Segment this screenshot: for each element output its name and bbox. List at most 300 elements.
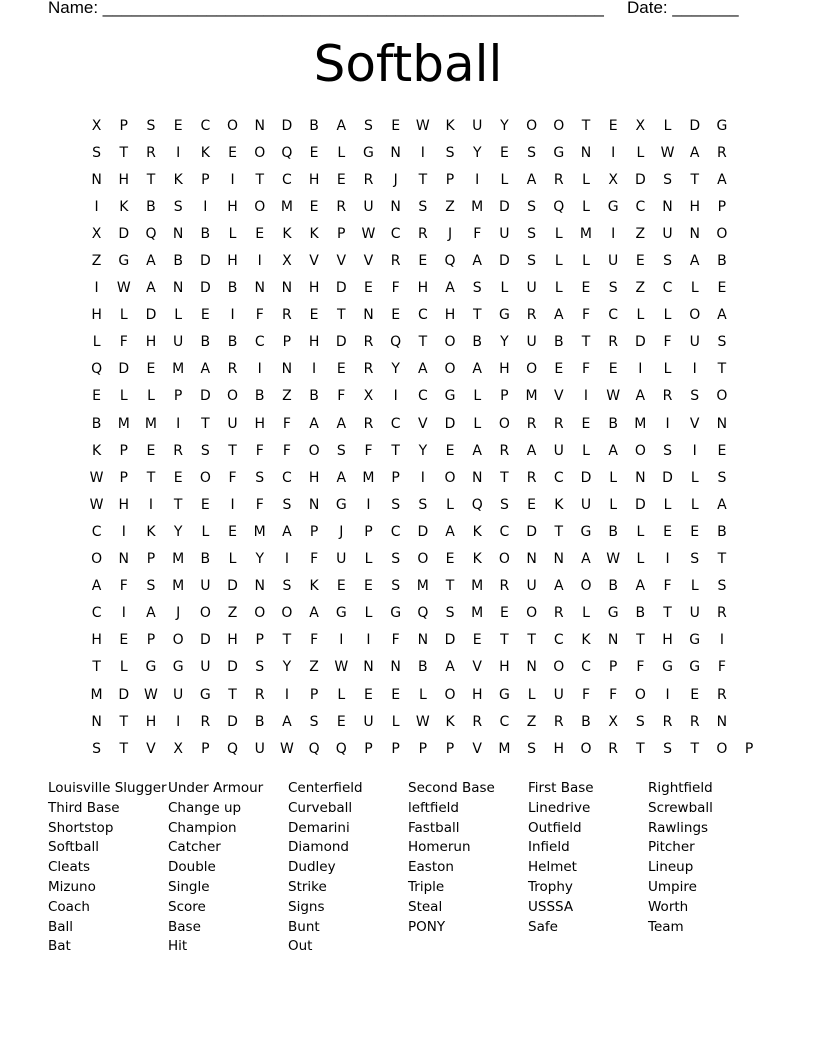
grid-cell[interactable]: S: [635, 713, 645, 730]
grid-cell[interactable]: S: [445, 144, 455, 161]
grid-cell[interactable]: O: [227, 388, 239, 405]
grid-cell[interactable]: P: [255, 632, 264, 649]
grid-cell[interactable]: X: [91, 225, 102, 242]
grid-cell[interactable]: E: [717, 280, 727, 297]
grid-cell[interactable]: A: [146, 605, 156, 622]
grid-cell[interactable]: O: [498, 551, 510, 568]
grid-cell[interactable]: B: [227, 280, 238, 297]
grid-cell[interactable]: U: [553, 442, 564, 459]
grid-cell[interactable]: U: [363, 198, 374, 215]
grid-cell[interactable]: Z: [445, 198, 455, 215]
grid-cell[interactable]: O: [716, 388, 728, 405]
grid-cell[interactable]: I: [176, 415, 181, 432]
grid-cell[interactable]: D: [227, 578, 238, 595]
grid-cell[interactable]: N: [607, 632, 619, 649]
grid-cell[interactable]: O: [526, 361, 538, 378]
grid-cell[interactable]: O: [444, 686, 456, 703]
grid-cell[interactable]: T: [418, 171, 428, 188]
grid-cell[interactable]: Q: [145, 225, 157, 242]
grid-cell[interactable]: D: [499, 198, 510, 215]
grid-cell[interactable]: O: [254, 144, 266, 161]
grid-cell[interactable]: R: [417, 225, 428, 242]
grid-cell[interactable]: L: [582, 442, 590, 459]
grid-cell[interactable]: P: [717, 198, 727, 215]
grid-cell[interactable]: U: [227, 415, 238, 432]
grid-cell[interactable]: G: [335, 496, 347, 513]
grid-cell[interactable]: D: [118, 361, 130, 378]
grid-cell[interactable]: O: [227, 117, 239, 134]
grid-cell[interactable]: S: [717, 578, 727, 595]
grid-cell[interactable]: R: [608, 740, 619, 757]
grid-cell[interactable]: L: [418, 686, 427, 703]
grid-cell[interactable]: I: [420, 144, 425, 161]
grid-cell[interactable]: S: [391, 496, 401, 513]
grid-cell[interactable]: P: [309, 686, 319, 703]
grid-cell[interactable]: D: [227, 659, 238, 676]
grid-cell[interactable]: T: [554, 523, 564, 540]
grid-cell[interactable]: S: [527, 198, 537, 215]
grid-cell[interactable]: U: [254, 740, 265, 757]
grid-cell[interactable]: N: [390, 144, 401, 161]
grid-cell[interactable]: G: [607, 198, 619, 215]
grid-cell[interactable]: H: [118, 496, 130, 513]
grid-cell[interactable]: K: [445, 713, 455, 730]
grid-cell[interactable]: R: [526, 469, 537, 486]
grid-cell[interactable]: F: [581, 307, 590, 324]
grid-cell[interactable]: T: [500, 632, 509, 649]
grid-cell[interactable]: F: [609, 686, 618, 703]
grid-cell[interactable]: T: [636, 632, 645, 649]
grid-cell[interactable]: S: [255, 659, 265, 676]
grid-cell[interactable]: E: [309, 307, 319, 324]
grid-cell[interactable]: R: [717, 605, 727, 622]
grid-cell[interactable]: D: [634, 496, 646, 513]
grid-cell[interactable]: I: [366, 496, 371, 513]
grid-cell[interactable]: D: [281, 117, 293, 134]
grid-cell[interactable]: C: [608, 307, 619, 324]
grid-cell[interactable]: S: [663, 253, 672, 270]
grid-cell[interactable]: L: [636, 144, 645, 161]
grid-cell[interactable]: V: [309, 253, 319, 270]
grid-cell[interactable]: G: [145, 659, 157, 676]
grid-cell[interactable]: U: [689, 334, 700, 351]
grid-cell[interactable]: U: [580, 496, 592, 513]
grid-cell[interactable]: H: [689, 198, 700, 215]
grid-cell[interactable]: O: [580, 578, 592, 595]
grid-cell[interactable]: E: [336, 713, 346, 730]
grid-cell[interactable]: K: [472, 551, 482, 568]
grid-cell[interactable]: N: [281, 280, 293, 297]
grid-cell[interactable]: A: [309, 415, 319, 432]
grid-cell[interactable]: F: [255, 307, 264, 324]
grid-cell[interactable]: N: [254, 280, 265, 297]
grid-cell[interactable]: E: [119, 632, 129, 649]
grid-cell[interactable]: A: [309, 605, 319, 622]
grid-cell[interactable]: L: [582, 253, 590, 270]
grid-cell[interactable]: S: [173, 198, 183, 215]
grid-cell[interactable]: E: [364, 578, 373, 595]
grid-cell[interactable]: E: [499, 144, 509, 161]
grid-cell[interactable]: E: [663, 523, 672, 540]
grid-cell[interactable]: M: [579, 225, 593, 242]
grid-cell[interactable]: K: [554, 496, 564, 513]
grid-cell[interactable]: A: [146, 280, 156, 297]
grid-cell[interactable]: I: [284, 551, 289, 568]
grid-cell[interactable]: L: [500, 280, 509, 297]
grid-cell[interactable]: E: [364, 686, 373, 703]
grid-cell[interactable]: I: [230, 496, 235, 513]
grid-cell[interactable]: I: [393, 388, 398, 405]
grid-cell[interactable]: F: [228, 469, 237, 486]
grid-cell[interactable]: L: [337, 144, 346, 161]
grid-cell[interactable]: D: [634, 171, 646, 188]
grid-cell[interactable]: X: [282, 253, 292, 270]
grid-cell[interactable]: E: [391, 117, 401, 134]
grid-cell[interactable]: D: [634, 334, 646, 351]
grid-cell[interactable]: H: [254, 415, 265, 432]
grid-cell[interactable]: W: [606, 388, 621, 405]
grid-cell[interactable]: D: [145, 307, 157, 324]
grid-cell[interactable]: C: [553, 469, 564, 486]
grid-cell[interactable]: U: [662, 225, 673, 242]
grid-cell[interactable]: P: [608, 659, 618, 676]
grid-cell[interactable]: E: [472, 632, 482, 649]
grid-cell[interactable]: Y: [500, 334, 509, 351]
grid-cell[interactable]: B: [608, 523, 618, 540]
grid-cell[interactable]: S: [527, 740, 537, 757]
grid-cell[interactable]: O: [281, 605, 293, 622]
grid-cell[interactable]: R: [553, 415, 564, 432]
grid-cell[interactable]: U: [526, 280, 537, 297]
grid-cell[interactable]: I: [94, 198, 99, 215]
grid-cell[interactable]: I: [611, 144, 616, 161]
grid-cell[interactable]: B: [418, 659, 428, 676]
grid-cell[interactable]: S: [282, 496, 292, 513]
grid-cell[interactable]: X: [363, 388, 374, 405]
grid-cell[interactable]: Q: [281, 144, 293, 161]
grid-cell[interactable]: T: [690, 171, 699, 188]
grid-cell[interactable]: L: [636, 307, 645, 324]
grid-cell[interactable]: R: [717, 144, 727, 161]
grid-cell[interactable]: A: [717, 496, 727, 513]
grid-cell[interactable]: R: [553, 605, 564, 622]
grid-cell[interactable]: T: [717, 361, 727, 378]
grid-cell[interactable]: L: [500, 171, 509, 188]
grid-cell[interactable]: W: [415, 117, 430, 134]
grid-cell[interactable]: P: [445, 740, 455, 757]
grid-cell[interactable]: L: [636, 523, 645, 540]
grid-cell[interactable]: O: [91, 551, 103, 568]
grid-cell[interactable]: W: [415, 713, 430, 730]
grid-cell[interactable]: E: [608, 361, 618, 378]
grid-cell[interactable]: R: [282, 307, 292, 324]
grid-cell[interactable]: I: [312, 361, 317, 378]
grid-cell[interactable]: D: [199, 280, 211, 297]
grid-cell[interactable]: S: [146, 117, 156, 134]
grid-cell[interactable]: Z: [526, 713, 537, 730]
grid-cell[interactable]: S: [418, 198, 428, 215]
grid-cell[interactable]: T: [337, 307, 346, 324]
grid-cell[interactable]: I: [121, 523, 126, 540]
grid-cell[interactable]: X: [173, 740, 183, 757]
grid-cell[interactable]: M: [172, 361, 185, 378]
grid-cell[interactable]: M: [362, 469, 375, 486]
grid-cell[interactable]: T: [636, 740, 645, 757]
grid-cell[interactable]: O: [199, 605, 211, 622]
grid-cell[interactable]: K: [282, 225, 292, 242]
grid-cell[interactable]: M: [90, 686, 103, 703]
grid-cell[interactable]: F: [391, 280, 400, 297]
grid-cell[interactable]: Z: [91, 253, 102, 270]
grid-cell[interactable]: O: [526, 605, 538, 622]
grid-cell[interactable]: A: [445, 659, 455, 676]
grid-cell[interactable]: S: [690, 551, 700, 568]
grid-cell[interactable]: M: [525, 388, 538, 405]
grid-cell[interactable]: E: [146, 442, 156, 459]
grid-cell[interactable]: H: [308, 280, 320, 297]
grid-cell[interactable]: B: [309, 117, 319, 134]
grid-cell[interactable]: W: [361, 225, 376, 242]
grid-cell[interactable]: O: [417, 551, 429, 568]
grid-cell[interactable]: N: [716, 713, 728, 730]
grid-cell[interactable]: L: [174, 307, 183, 324]
grid-cell[interactable]: E: [445, 551, 455, 568]
grid-cell[interactable]: A: [336, 415, 347, 432]
grid-cell[interactable]: E: [608, 117, 618, 134]
grid-cell[interactable]: P: [445, 171, 455, 188]
grid-cell[interactable]: O: [634, 686, 646, 703]
grid-cell[interactable]: Z: [309, 659, 319, 676]
grid-cell[interactable]: N: [390, 659, 401, 676]
grid-cell[interactable]: L: [337, 686, 346, 703]
grid-cell[interactable]: E: [309, 198, 319, 215]
grid-cell[interactable]: Y: [391, 361, 400, 378]
grid-cell[interactable]: Q: [417, 605, 429, 622]
grid-cell[interactable]: G: [662, 659, 673, 676]
grid-cell[interactable]: A: [200, 361, 211, 378]
grid-cell[interactable]: P: [500, 388, 509, 405]
grid-cell[interactable]: F: [282, 442, 291, 459]
grid-cell[interactable]: I: [121, 605, 126, 622]
grid-cell[interactable]: Z: [282, 388, 292, 405]
grid-cell[interactable]: W: [279, 740, 294, 757]
grid-cell[interactable]: K: [472, 523, 482, 540]
grid-cell[interactable]: M: [144, 415, 158, 432]
grid-cell[interactable]: B: [717, 253, 727, 270]
grid-cell[interactable]: R: [336, 198, 347, 215]
grid-cell[interactable]: A: [581, 551, 591, 568]
grid-cell[interactable]: D: [118, 225, 130, 242]
grid-cell[interactable]: K: [445, 117, 455, 134]
grid-cell[interactable]: V: [146, 740, 156, 757]
grid-cell[interactable]: R: [662, 713, 673, 730]
grid-cell[interactable]: A: [553, 307, 564, 324]
grid-cell[interactable]: D: [335, 280, 347, 297]
grid-cell[interactable]: C: [254, 334, 265, 351]
grid-cell[interactable]: E: [173, 469, 183, 486]
grid-cell[interactable]: N: [91, 171, 102, 188]
grid-cell[interactable]: N: [91, 713, 102, 730]
grid-cell[interactable]: N: [553, 551, 565, 568]
grid-cell[interactable]: P: [309, 523, 319, 540]
grid-cell[interactable]: P: [391, 469, 400, 486]
grid-cell[interactable]: N: [526, 551, 537, 568]
grid-cell[interactable]: B: [553, 334, 564, 351]
grid-cell[interactable]: U: [173, 334, 184, 351]
grid-cell[interactable]: S: [336, 442, 346, 459]
grid-cell[interactable]: V: [336, 253, 347, 270]
grid-cell[interactable]: L: [663, 496, 672, 513]
grid-cell[interactable]: W: [89, 496, 104, 513]
grid-cell[interactable]: S: [146, 578, 156, 595]
grid-cell[interactable]: F: [119, 578, 128, 595]
grid-cell[interactable]: O: [553, 117, 565, 134]
grid-cell[interactable]: D: [499, 253, 510, 270]
grid-cell[interactable]: F: [119, 334, 128, 351]
grid-cell[interactable]: L: [609, 496, 618, 513]
grid-cell[interactable]: Q: [390, 334, 402, 351]
grid-cell[interactable]: O: [716, 740, 728, 757]
grid-cell[interactable]: G: [580, 523, 592, 540]
grid-cell[interactable]: E: [554, 361, 564, 378]
grid-cell[interactable]: J: [339, 523, 344, 540]
grid-cell[interactable]: C: [499, 523, 510, 540]
grid-cell[interactable]: H: [417, 280, 429, 297]
grid-cell[interactable]: A: [717, 171, 727, 188]
grid-cell[interactable]: C: [91, 523, 102, 540]
grid-cell[interactable]: I: [611, 225, 616, 242]
grid-cell[interactable]: H: [118, 171, 130, 188]
grid-cell[interactable]: N: [471, 469, 483, 486]
grid-cell[interactable]: M: [634, 415, 647, 432]
grid-cell[interactable]: C: [635, 198, 646, 215]
grid-cell[interactable]: B: [146, 198, 156, 215]
grid-cell[interactable]: E: [717, 442, 727, 459]
grid-cell[interactable]: T: [717, 551, 727, 568]
grid-cell[interactable]: K: [146, 523, 156, 540]
grid-cell[interactable]: C: [417, 307, 428, 324]
grid-cell[interactable]: D: [580, 469, 592, 486]
grid-cell[interactable]: A: [282, 713, 292, 730]
grid-cell[interactable]: C: [91, 605, 102, 622]
grid-cell[interactable]: L: [582, 171, 590, 188]
grid-cell[interactable]: N: [172, 225, 184, 242]
grid-cell[interactable]: S: [92, 144, 102, 161]
grid-cell[interactable]: T: [527, 632, 536, 649]
grid-cell[interactable]: L: [119, 307, 128, 324]
grid-cell[interactable]: L: [690, 496, 699, 513]
grid-cell[interactable]: R: [499, 442, 510, 459]
grid-cell[interactable]: L: [554, 253, 563, 270]
grid-cell[interactable]: G: [689, 659, 701, 676]
grid-cell[interactable]: Q: [308, 740, 320, 757]
grid-cell[interactable]: P: [364, 740, 373, 757]
grid-cell[interactable]: H: [499, 361, 510, 378]
grid-cell[interactable]: E: [499, 605, 509, 622]
grid-cell[interactable]: B: [608, 578, 618, 595]
grid-cell[interactable]: I: [692, 361, 697, 378]
grid-cell[interactable]: S: [472, 280, 482, 297]
grid-cell[interactable]: S: [608, 280, 618, 297]
grid-cell[interactable]: A: [445, 523, 455, 540]
grid-cell[interactable]: L: [663, 307, 672, 324]
grid-cell[interactable]: E: [200, 496, 210, 513]
grid-cell[interactable]: E: [581, 415, 591, 432]
grid-cell[interactable]: M: [172, 578, 185, 595]
grid-cell[interactable]: M: [280, 198, 293, 215]
grid-cell[interactable]: R: [227, 361, 238, 378]
grid-cell[interactable]: Y: [418, 442, 428, 459]
grid-cell[interactable]: A: [717, 307, 727, 324]
grid-cell[interactable]: H: [444, 307, 456, 324]
grid-cell[interactable]: A: [445, 280, 455, 297]
grid-cell[interactable]: D: [199, 388, 211, 405]
grid-cell[interactable]: I: [665, 686, 670, 703]
grid-cell[interactable]: R: [200, 713, 211, 730]
grid-cell[interactable]: D: [689, 117, 701, 134]
grid-cell[interactable]: N: [254, 117, 265, 134]
grid-cell[interactable]: D: [199, 253, 211, 270]
grid-cell[interactable]: H: [553, 740, 565, 757]
grid-cell[interactable]: I: [583, 388, 589, 405]
grid-cell[interactable]: A: [472, 253, 482, 270]
grid-cell[interactable]: D: [227, 713, 238, 730]
grid-cell[interactable]: H: [145, 713, 157, 730]
grid-cell[interactable]: C: [282, 469, 292, 486]
grid-cell[interactable]: K: [92, 442, 102, 459]
grid-cell[interactable]: F: [337, 388, 346, 405]
grid-cell[interactable]: D: [118, 686, 130, 703]
grid-cell[interactable]: R: [363, 415, 374, 432]
grid-cell[interactable]: O: [444, 469, 456, 486]
grid-cell[interactable]: D: [199, 632, 211, 649]
grid-cell[interactable]: T: [92, 659, 101, 676]
grid-cell[interactable]: M: [416, 578, 429, 595]
grid-cell[interactable]: V: [472, 659, 482, 676]
grid-cell[interactable]: Q: [91, 361, 103, 378]
grid-cell[interactable]: R: [553, 171, 564, 188]
grid-cell[interactable]: G: [498, 686, 510, 703]
grid-cell[interactable]: S: [527, 253, 537, 270]
grid-cell[interactable]: T: [228, 686, 237, 703]
grid-cell[interactable]: H: [91, 307, 102, 324]
grid-cell[interactable]: N: [635, 469, 646, 486]
grid-cell[interactable]: A: [146, 253, 156, 270]
grid-cell[interactable]: A: [635, 388, 646, 405]
grid-cell[interactable]: D: [526, 523, 537, 540]
grid-cell[interactable]: S: [717, 469, 727, 486]
grid-cell[interactable]: E: [418, 253, 428, 270]
grid-cell[interactable]: C: [553, 632, 564, 649]
grid-cell[interactable]: N: [172, 280, 184, 297]
grid-cell[interactable]: D: [662, 469, 673, 486]
grid-cell[interactable]: T: [119, 713, 129, 730]
grid-cell[interactable]: G: [172, 659, 184, 676]
grid-cell[interactable]: A: [418, 361, 428, 378]
grid-cell[interactable]: E: [690, 523, 700, 540]
grid-cell[interactable]: J: [447, 225, 453, 242]
grid-cell[interactable]: S: [391, 578, 401, 595]
grid-cell[interactable]: I: [257, 253, 262, 270]
grid-cell[interactable]: Y: [500, 117, 509, 134]
grid-cell[interactable]: E: [146, 361, 156, 378]
grid-cell[interactable]: F: [255, 496, 264, 513]
grid-cell[interactable]: B: [581, 713, 591, 730]
grid-cell[interactable]: Y: [173, 523, 183, 540]
grid-cell[interactable]: P: [173, 388, 183, 405]
grid-cell[interactable]: O: [172, 632, 184, 649]
grid-cell[interactable]: R: [526, 415, 537, 432]
